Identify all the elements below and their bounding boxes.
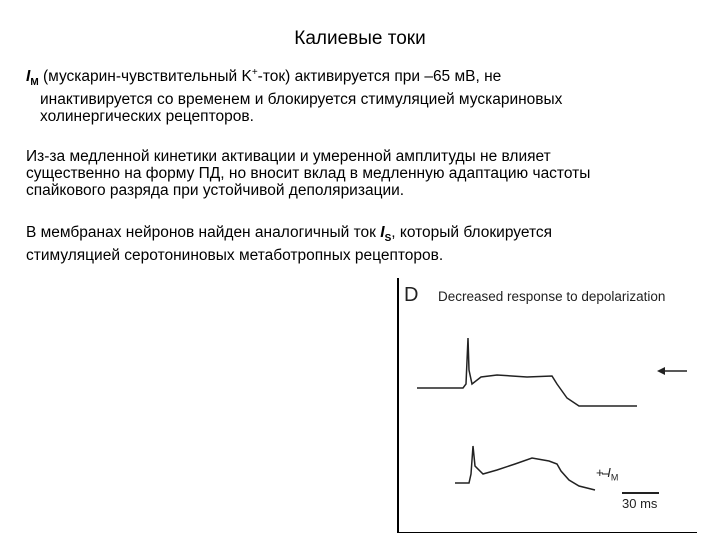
paragraph-im: $I_M$ (мускарин-чувствительный K+-ток) активируется при –65 мВ, не инактивируется со временем и блокируется стимуляцией мускариновых холинергических рецепторов. (26, 66, 563, 126)
scale-bar-label: 30 ms (622, 496, 658, 511)
is-symbol: $I_S$ (380, 224, 392, 245)
im-trace-label: + $I_M$ (596, 465, 619, 483)
arrow-head-icon (657, 367, 665, 375)
im-symbol: $I_M$ (26, 68, 39, 89)
slide-title: Калиевые токи (294, 28, 426, 49)
control-trace (417, 338, 637, 406)
paragraph-is: В мембранах нейронов найден аналогичный ток $I_S$, который блокируется стимуляцией серотониновых метаботропных рецепторов. (26, 224, 553, 265)
figure-caption: Decreased response to depolarization (438, 289, 666, 304)
figure-letter: D (404, 284, 419, 306)
paragraph-kinetics: Из-за медленной кинетики активации и умеренной амплитуды не влияет существенно на форму ПД, но вносит вклад в медленную адаптацию частоты спайкового разряда при устойчивой деполяризации. (26, 148, 591, 199)
im-trace (455, 446, 595, 490)
voltage-traces (397, 278, 697, 533)
